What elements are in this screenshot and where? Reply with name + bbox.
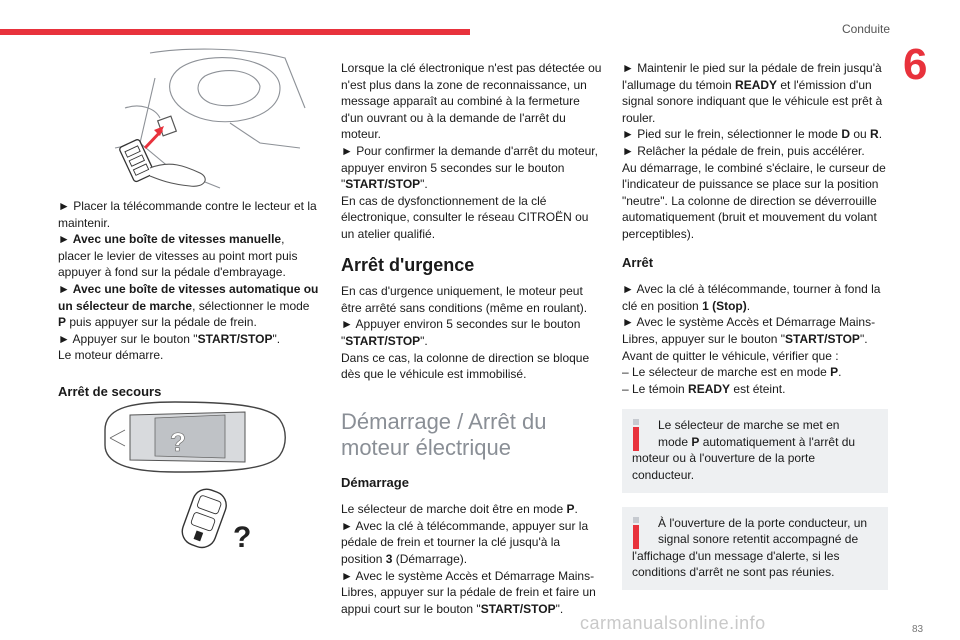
info-box-door-alert: À l'ouverture de la porte conducteur, un signal sonore retentit accompagné de l'affichage d'un message d'alerte, si les conditions d'arrêt ne sont pas réunies. [622,507,888,590]
chapter-number: 6 [903,40,928,89]
paragraph: ► Pour confirmer la demande d'arrêt du moteur, appuyer environ 5 secondes sur le bouton "START/STOP". [341,143,598,192]
page-number: 83 [912,624,924,635]
heading-arret-urgence: Arrêt d'urgence [341,254,475,275]
paragraph: En cas de dysfonctionnement de la clé électronique, consulter le réseau CITROËN ou un atelier qualifié. [341,193,589,241]
paragraph: ► Maintenir le pied sur la pédale de frein jusqu'à l'allumage du témoin READY et l'émission d'un signal sonore indiquant que le véhicule est prêt à rouler. [622,61,883,125]
car-key-illustration [95,400,295,565]
section-name: Conduite [841,22,890,36]
paragraph: ► Avec une boîte de vitesses automatique ou un sélecteur de marche, sélectionner le mode P puis appuyer sur la pédale de frein. [58,281,319,330]
paragraph: Au démarrage, le combiné s'éclaire, le curseur de l'indicateur de puissance se place sur la position "neutre". La colonne de direction se déverrouille automatiquement (bruit et mouvement du volant perceptibles). [622,160,886,241]
paragraph: ► Avec une boîte de vitesses manuelle, placer le levier de vitesses au point mort puis appuyer à fond sur la pédale d'embrayage. [58,232,298,280]
watermark: carmanualsonline.info [580,613,766,633]
paragraph: ► Avec le système Accès et Démarrage Mains-Libres, appuyer sur la pédale de frein et faire un appui court sur le bouton "START/STOP". [341,568,596,616]
paragraph: ► Pied sur le frein, sélectionner le mode D ou R. [622,127,883,142]
paragraph: ► Appuyer sur le bouton "START/STOP". [58,331,281,346]
info-icon [632,517,640,551]
paragraph: En cas d'urgence uniquement, le moteur peut être arrêté sans conditions (même en roulant). [341,284,588,315]
column-left [58,198,320,411]
top-accent-bar [0,29,470,35]
paragraph: Le moteur démarre. [58,348,164,363]
paragraph: – Le sélecteur de marche est en mode P. [622,365,842,380]
paragraph: ► Avec la clé à télécommande, appuyer sur la pédale de frein et tourner la clé jusqu'à la position 3 (Démarrage). [341,518,589,567]
paragraph: – Le témoin READY est éteint. [622,381,786,396]
paragraph: Le sélecteur de marche doit être en mode P. [341,502,578,517]
paragraph: ► Appuyer environ 5 secondes sur le bouton "START/STOP". [341,317,581,348]
paragraph: ► Placer la télécommande contre le lecteur et la maintenir. [58,199,317,230]
heading-demarrage-arret: Démarrage / Arrêt du moteur électrique [341,408,547,460]
paragraph: ► Avec le système Accès et Démarrage Mains-Libres, appuyer sur le bouton "START/STOP". [622,315,876,346]
question-mark-1: ? [170,427,186,457]
info-box-auto-park: Le sélecteur de marche se met en mode P automatiquement à l'arrêt du moteur ou à l'ouverture de la porte conducteur. [622,409,888,492]
paragraph: Avant de quitter le véhicule, vérifier que : [622,348,839,363]
column-right [622,60,888,590]
paragraph: ► Relâcher la pédale de frein, puis accélérer. [622,143,865,158]
info-icon [632,419,640,453]
key-reader-illustration [110,48,310,193]
paragraph: ► Avec la clé à télécommande, tourner à fond la clé en position 1 (Stop). [622,282,881,313]
column-middle [341,60,603,617]
heading-demarrage: Démarrage [341,474,409,490]
heading-arret: Arrêt [622,254,654,270]
question-mark-2: ? [233,521,252,554]
heading-arret-secours: Arrêt de secours [58,383,162,399]
paragraph: Dans ce cas, la colonne de direction se bloque dès que le véhicule est immobilisé. [341,350,590,382]
paragraph: Lorsque la clé électronique n'est pas détectée ou n'est plus dans la zone de reconnaissance, un message apparaît au combiné à la fermeture d'un ouvrant ou à la demande de l'arrêt du moteur. [341,61,602,142]
